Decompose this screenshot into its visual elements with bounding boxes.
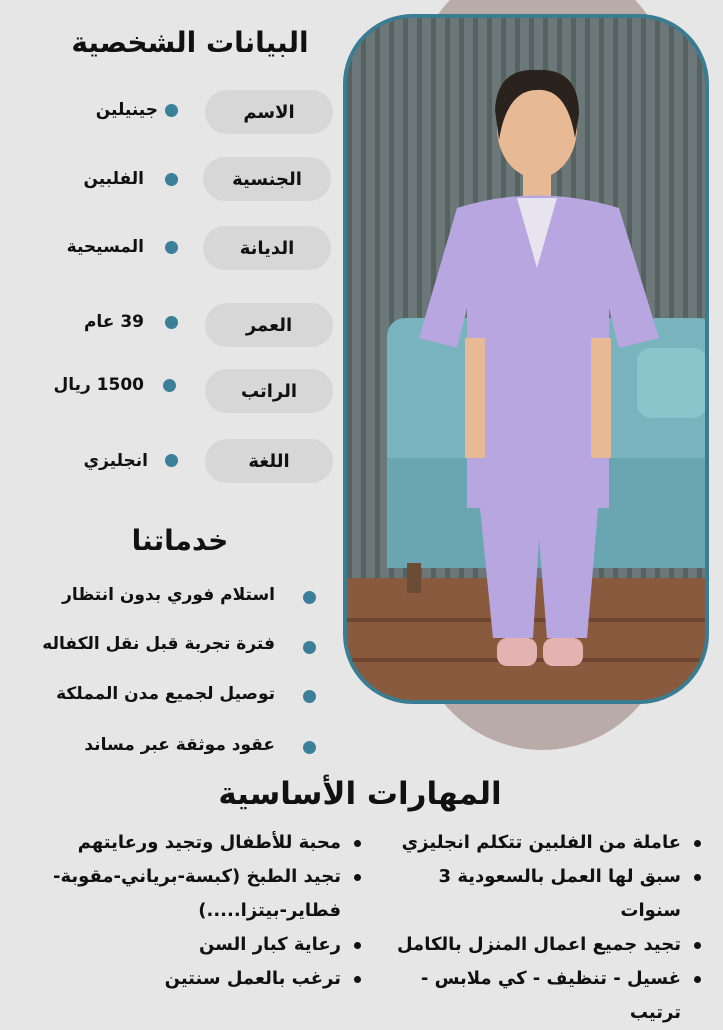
- bullet-icon: [165, 241, 178, 254]
- bullet-icon: [303, 591, 316, 604]
- skill-item: ترغب بالعمل سنتين: [33, 962, 341, 996]
- skill-item: تجيد الطبخ (كبسة-برياني-مقوبة-فطاير-بيتزا.....): [33, 860, 341, 928]
- field-value-religion: المسيحية: [66, 237, 144, 257]
- skill-item: رعاية كبار السن: [33, 928, 341, 962]
- field-label-name: الاسم: [205, 90, 333, 134]
- field-value-age: 39 عام: [83, 312, 144, 332]
- service-item: توصيل لجميع مدن المملكة: [56, 684, 275, 704]
- bullet-icon: [165, 104, 178, 117]
- services-title: خدماتنا: [131, 524, 229, 557]
- skill-item: محبة للأطفال وتجيد ورعايتهم: [33, 826, 341, 860]
- skills-title: المهارات الأساسية: [218, 776, 502, 812]
- bullet-icon: [165, 454, 178, 467]
- field-label-age: العمر: [205, 303, 333, 347]
- bullet-icon: [165, 173, 178, 186]
- bullet-icon: [303, 741, 316, 754]
- skills-list-right: [385, 826, 703, 1030]
- skill-item: سبق لها العمل بالسعودية 3 سنوات: [385, 860, 681, 928]
- service-item: فترة تجربة قبل نقل الكفاله: [42, 634, 275, 654]
- field-value-salary: 1500 ريال: [53, 375, 144, 395]
- service-item: استلام فوري بدون انتظار: [62, 585, 275, 605]
- bullet-icon: [303, 690, 316, 703]
- bullet-icon: [303, 641, 316, 654]
- field-value-language: انجليزي: [83, 451, 148, 471]
- field-label-salary: الراتب: [205, 369, 333, 413]
- field-value-nationality: الفلبين: [83, 169, 144, 189]
- field-label-language: اللغة: [205, 439, 333, 483]
- skill-item: تجيد جميع اعمال المنزل بالكامل: [385, 928, 681, 962]
- field-label-religion: الديانة: [203, 226, 331, 270]
- skill-item: عاملة من الفلبين تتكلم انجليزي: [385, 826, 681, 860]
- bullet-icon: [165, 316, 178, 329]
- personal-info-title: البيانات الشخصية: [71, 26, 309, 59]
- skill-item: غسيل - تنظيف - كي ملابس - ترتيب: [385, 962, 681, 1030]
- field-label-nationality: الجنسية: [203, 157, 331, 201]
- bullet-icon: [163, 379, 176, 392]
- field-value-name: جينيلين: [95, 100, 158, 120]
- service-item: عقود موثقة عبر مساند: [84, 735, 275, 755]
- skills-list-left: [33, 826, 363, 996]
- worker-photo: [343, 14, 709, 704]
